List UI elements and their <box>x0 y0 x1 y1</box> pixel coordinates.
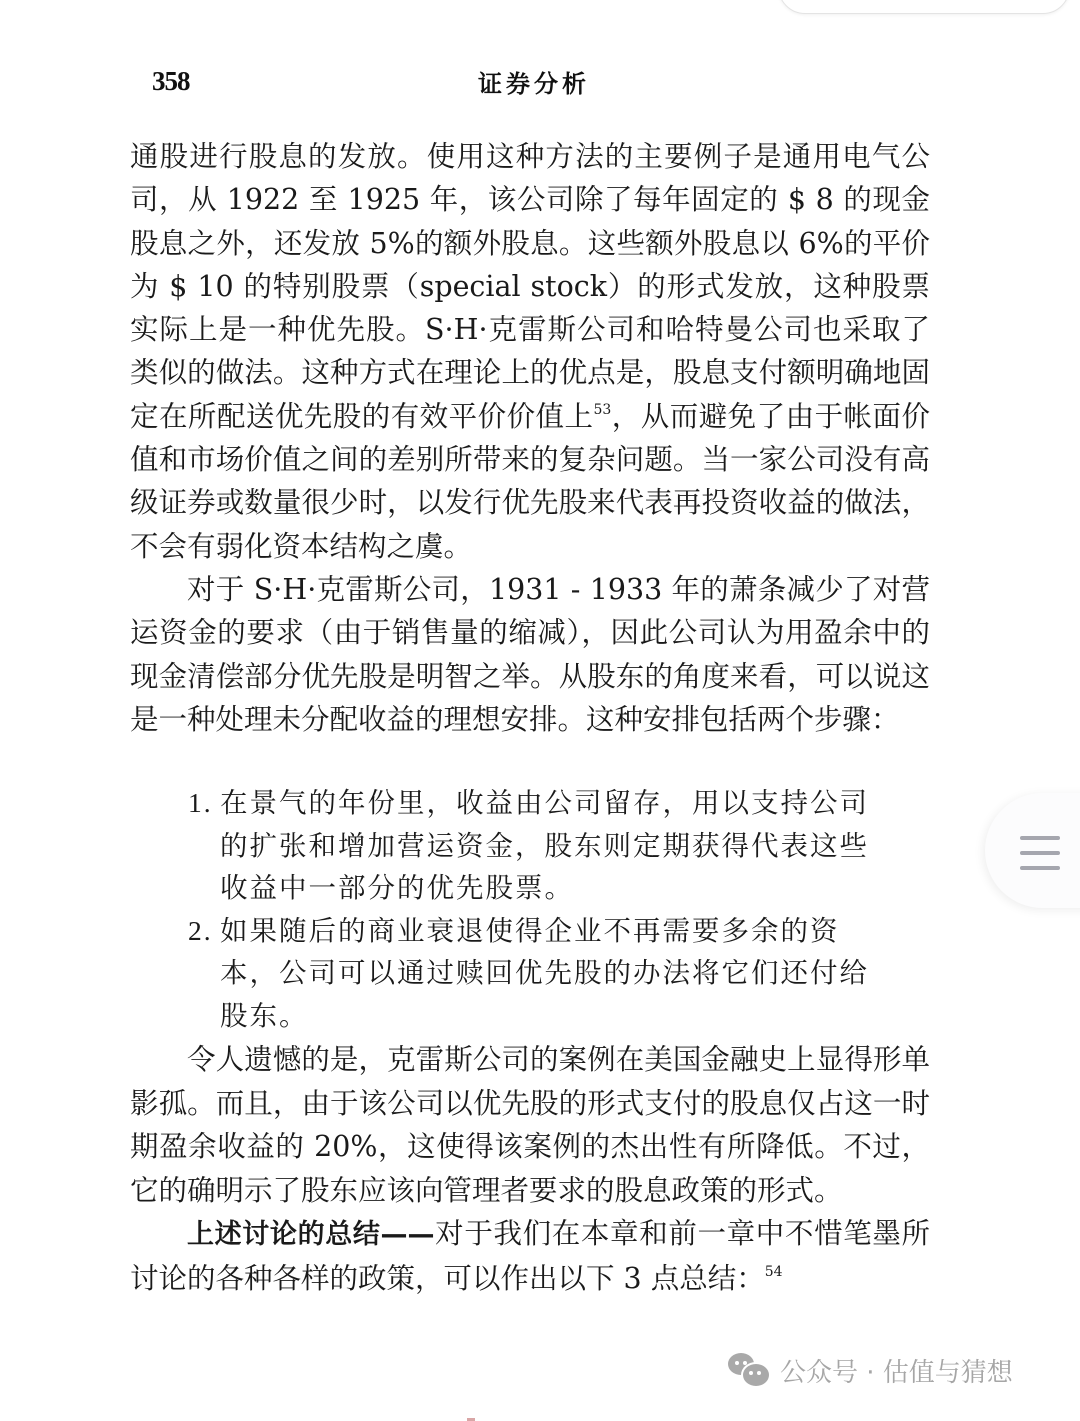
paragraph: 通股进行股息的发放。使用这种方法的主要例子是通用电气公司，从 1922 至 1925 年，该公司除了每年固定的 $ 8 的现金股息之外，还发放 5%的额外股息。这些额外股息以 6%的平价为 $ 10 的特别股票（special stock）的形式发放，这种股票实际上是一种优先股。S·H·克雷斯公司和哈特曼公司也采取了类似的做法。这种方式在理论上的优点是，股息支付额明确地固定在所配送优先股的有效平价价值上$^{53}$，从而避免了由于帐面价值和市场价值之间的差别所带来的复杂问题。当一家公司没有高级证券或数量很少时，以发行优先股来代表再投资收益的做法，不会有弱化资本结构之虞。 <box>130 140 930 563</box>
paragraph: 对于 S·H·克雷斯公司，1931 - 1933 年的萧条减少了对营运资金的要求（由于销售量的缩减），因此公司认为用盈余中的现金清偿部分优先股是明智之举。从股东的角度来看，可以说这是一种处理未分配收益的理想安排。这种安排包括两个步骤： <box>130 572 930 736</box>
page-header <box>0 62 1080 102</box>
watermark <box>728 1350 1013 1390</box>
list-text: 在景气的年份里，收益由公司留存，用以支持公司的扩张和增加营运资金，股东则定期获得代表这些收益中一部分的优先股票。 <box>220 787 869 904</box>
watermark-text: 公众号 · 估值与猜想 <box>780 1357 1013 1388</box>
body-text-top <box>130 135 930 741</box>
paragraph: 令人遗憾的是，克雷斯公司的案例在美国金融史上显得形单影孤。而且，由于该公司以优先股的形式支付的股息仅占这一时期盈余收益的 20%，这使得该案例的杰出性有所降低。不过，它的确明示了股东应该向管理者要求的股息政策的形式。 <box>130 1043 930 1207</box>
numbered-list <box>188 782 888 1037</box>
running-head: 证券分析 <box>478 69 590 98</box>
body-text-bottom <box>130 1038 930 1300</box>
paragraph: 上述讨论的总结——对于我们在本章和前一章中不惜笔墨所讨论的各种各样的政策，可以作出以下 3 点总结：$^{54}$ <box>130 1217 931 1295</box>
top-toolbar-pill[interactable] <box>778 0 1070 14</box>
footnote-ref[interactable]: 54 <box>764 1263 783 1280</box>
wechat-icon <box>728 1353 770 1387</box>
list-number: 1. <box>188 787 213 818</box>
footnote-ref[interactable]: 53 <box>593 401 612 418</box>
menu-icon <box>1020 836 1060 881</box>
side-menu-button[interactable] <box>985 793 1080 908</box>
list-text: 如果随后的商业衰退使得企业不再需要多余的资本，公司可以通过赎回优先股的办法将它们还付给股东。 <box>220 914 869 1032</box>
summary-heading: 上述讨论的总结—— <box>187 1219 435 1250</box>
list-item <box>188 782 888 910</box>
list-item <box>188 910 888 1038</box>
page-number: 358 <box>152 66 190 96</box>
list-number: 2. <box>188 914 213 946</box>
